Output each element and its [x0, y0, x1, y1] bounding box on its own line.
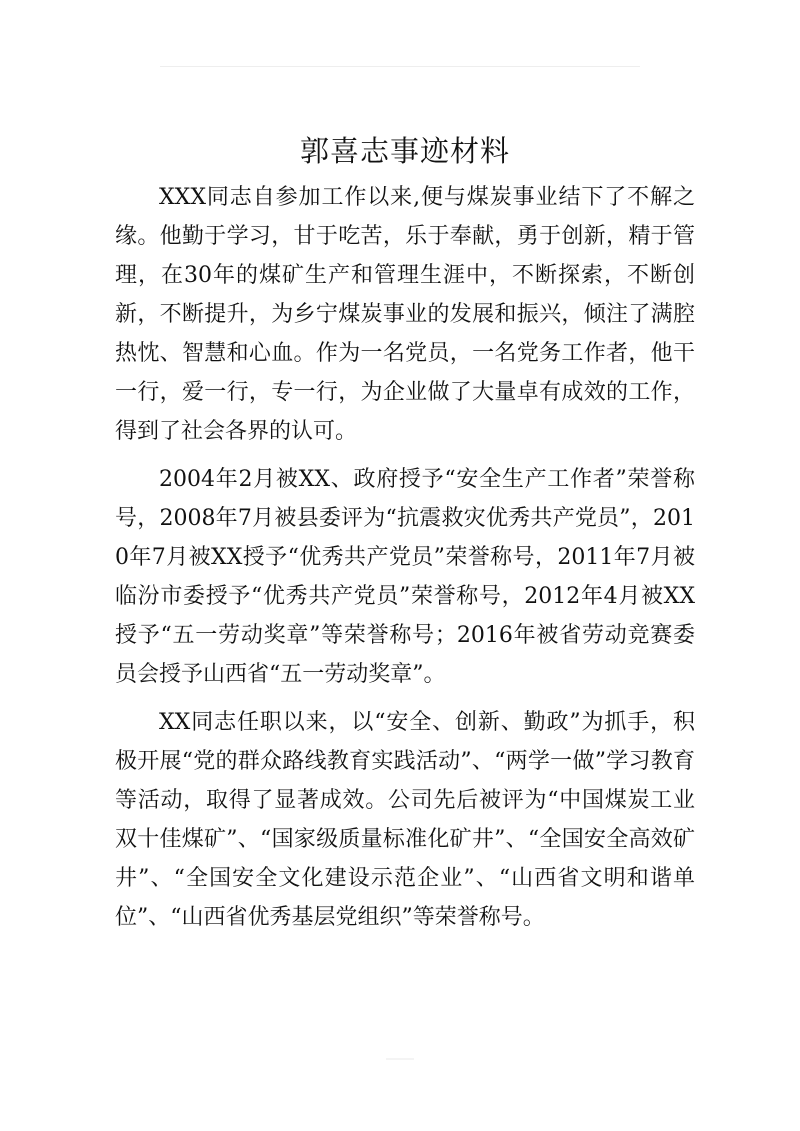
footer-mark	[386, 1058, 414, 1060]
paragraph-honors: 2004年2月被XX、政府授予“安全生产工作者”荣誉称号，2008年7月被县委评为“抗震救灾优秀共产党员”，2010年7月被XX授予“优秀共产党员”荣誉称号，2011年7月被临汾市委授予“优秀共产党员”荣誉称号，2012年4月被XX授予“五一劳动奖章”等荣誉称号；2016年被省劳动竞赛委员会授予山西省“五一劳动奖章”。	[115, 467, 695, 687]
document-title: 郭喜志事迹材料	[299, 134, 510, 168]
header-rule	[160, 66, 640, 67]
document-page	[115, 128, 695, 946]
paragraph-achievements: XX同志任职以来，以“安全、创新、勤政”为抓手，积极开展“党的群众路线教育实践活动”、“两学一做”学习教育等活动，取得了显著成效。公司先后被评为“中国煤炭工业双十佳煤矿”、“国家级质量标准化矿井”、“全国安全高效矿井”、“全国安全文化建设示范企业”、“山西省文明和谐单位”、“山西省优秀基层党组织”等荣誉称号。	[115, 710, 695, 930]
paragraph-intro: XXX同志自参加工作以来,便与煤炭事业结下了不解之缘。他勤于学习，甘于吃苦，乐于奉献，勇于创新，精于管理，在30年的煤矿生产和管理生涯中，不断探索，不断创新，不断提升，为乡宁煤炭事业的发展和振兴，倾注了满腔热忱、智慧和心血。作为一名党员，一名党务工作者，他干一行，爱一行，专一行，为企业做了大量卓有成效的工作，得到了社会各界的认可。	[115, 185, 695, 444]
